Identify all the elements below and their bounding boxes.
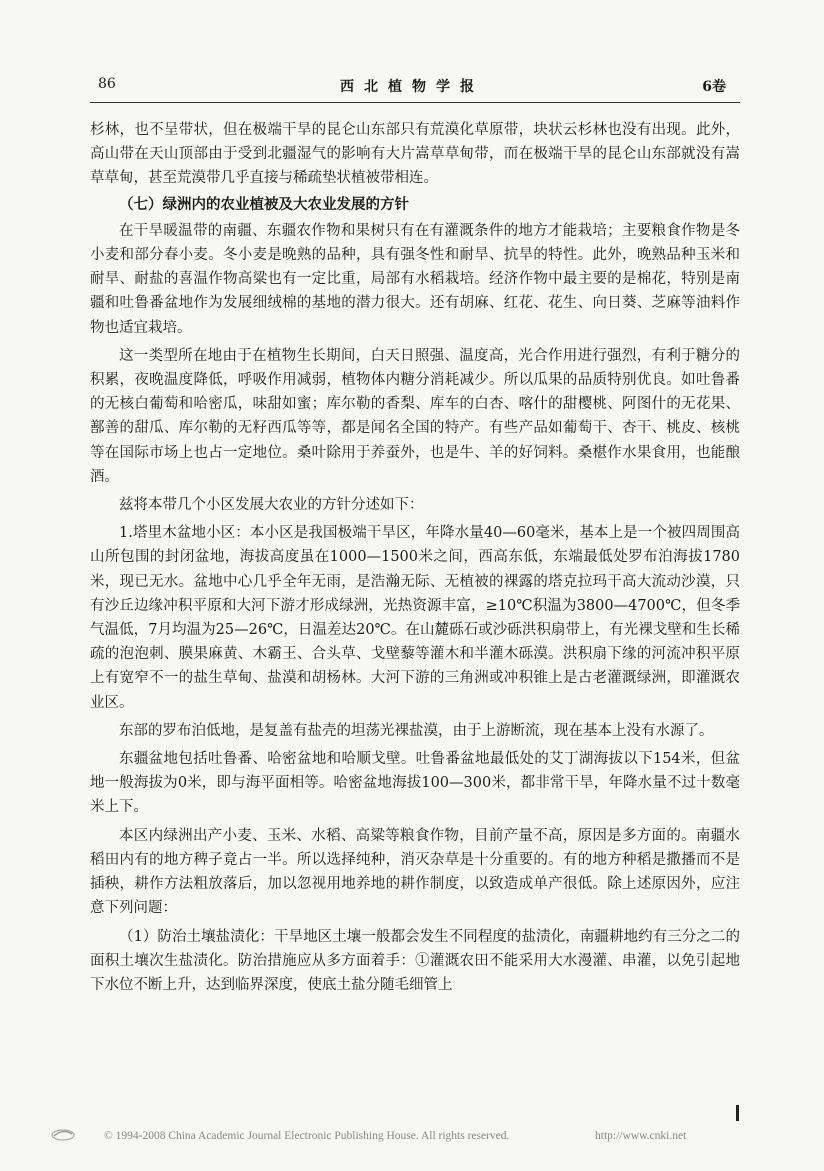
section-heading: （七）绿洲内的农业植被及大农业发展的方针 [119,195,409,213]
page-number: 86 [98,76,116,92]
page-header [0,76,824,100]
header-rule [90,102,740,103]
article-body [90,118,740,997]
paragraph: 1.塔里木盆地小区：本小区是我国极端干旱区，年降水量40—60毫米，基本上是一个被四周围高山所包围的封闭盆地，海拔高度虽在1000—1500米之间，西高东低，东端最低处罗布泊海拔1780米，现已无水。盆地中心几乎全年无雨，是浩瀚无际、无植被的裸露的塔克拉玛干高大流动沙漠，只有沙丘边缘冲积平原和大河下游才形成绿洲，光热资源丰富，≥10℃积温为3800—4700℃，但冬季气温低，7月均温为25—26℃，日温差达20℃。在山麓砾石或沙砾洪积扇带上，有光裸戈壁和生长稀疏的泡泡刺、膜果麻黄、木霸王、合头草、戈壁藜等灌木和半灌木砾漠。洪积扇下缘的河流冲积平原上有宽窄不一的盐生草甸、盐漠和胡杨林。大河下游的三角洲或冲积锥上是古老灌溉绿洲，即灌溉农业区。 [90,525,740,711]
volume-label: 6卷 [702,79,726,95]
paragraph: （1）防治土壤盐渍化：干旱地区土壤一般都会发生不同程度的盐渍化，南疆耕地约有三分之二的面积土壤次生盐渍化。防治措施应从多方面着手：①灌溉农田不能采用大水漫灌、串灌，以免引起地下水位不断上升，达到临界深度，使底土盐分随毛细管上 [90,928,740,993]
scan-edge-mark [736,1105,739,1121]
paragraph: 在干旱暖温带的南疆、东疆农作物和果树只有在有灌溉条件的地方才能栽培；主要粮食作物是冬小麦和部分春小麦。冬小麦是晚熟的品种，具有强冬性和耐旱、抗旱的特性。此外，晚熟品种玉米和耐旱、耐盐的喜温作物高粱也有一定比重，局部有水稻栽培。经济作物中最主要的是棉花，特别是南疆和吐鲁番盆地作为发展细绒棉的基地的潜力很大。还有胡麻、红花、花生、向日葵、芝麻等油料作物也适宜栽培。 [90,222,740,336]
paragraph: 这一类型所在地由于在植物生长期间，白天日照强、温度高，光合作用进行强烈，有利于糖分的积累，夜晚温度降低，呼吸作用减弱，植物体内糖分消耗减少。所以瓜果的品质特别优良。如吐鲁番的无核白葡萄和哈密瓜，味甜如蜜；库尔勒的香梨、库车的白杏、喀什的甜樱桃、阿图什的无花果、鄯善的甜瓜、库尔勒的无籽西瓜等等，都是闻名全国的特产。有些产品如葡萄干、杏干、桃皮、核桃等在国际市场上也占一定地位。桑叶除用于养蚕外，也是牛、羊的好饲料。桑椹作水果食用，也能酿酒。 [90,347,740,485]
journal-title: 西北植物学报 [340,79,484,95]
paragraph: 兹将本带几个小区发展大农业的方针分述如下： [119,497,424,514]
cnki-logo-icon [50,1126,76,1142]
paragraph: 本区内绿洲出产小麦、玉米、水稻、高粱等粮食作物，目前产量不高，原因是多方面的。南疆水稻田内有的地方稗子竟占一半。所以选择纯种，消灭杂草是十分重要的。有的地方种稻是撒播而不是插秧，耕作方法粗放落后，加以忽视用地养地的耕作制度，以致造成单产很低。除上述原因外，应注意下列问题： [90,827,740,917]
paragraph: 东部的罗布泊低地，是复盖有盐壳的坦荡光裸盐漠，由于上游断流，现在基本上没有水源了。 [119,722,714,739]
paragraph-continued: 杉林，也不呈带状，但在极端干旱的昆仑山东部只有荒漠化草原带，块状云杉林也没有出现。此外，高山带在天山顶部由于受到北疆湿气的影响有大片嵩草草甸带，而在极端干旱的昆仑山东部就没有嵩草草甸，甚至荒漠带几乎直接与稀疏垫状植被带相连。 [90,122,740,187]
paragraph: 东疆盆地包括吐鲁番、哈密盆地和哈顺戈壁。吐鲁番盆地最低处的艾丁湖海拔以下154米，但盆地一般海拔为0米，即与海平面相等。哈密盆地海拔100—300米，都非常干旱，年降水量不过十数毫米上下。 [90,751,740,816]
page-footer [0,1126,824,1154]
footer-url[interactable]: http://www.cnki.net [595,1130,687,1142]
copyright-text: © 1994-2008 China Academic Journal Electronic Publishing House. All rights reserved. [104,1130,510,1142]
